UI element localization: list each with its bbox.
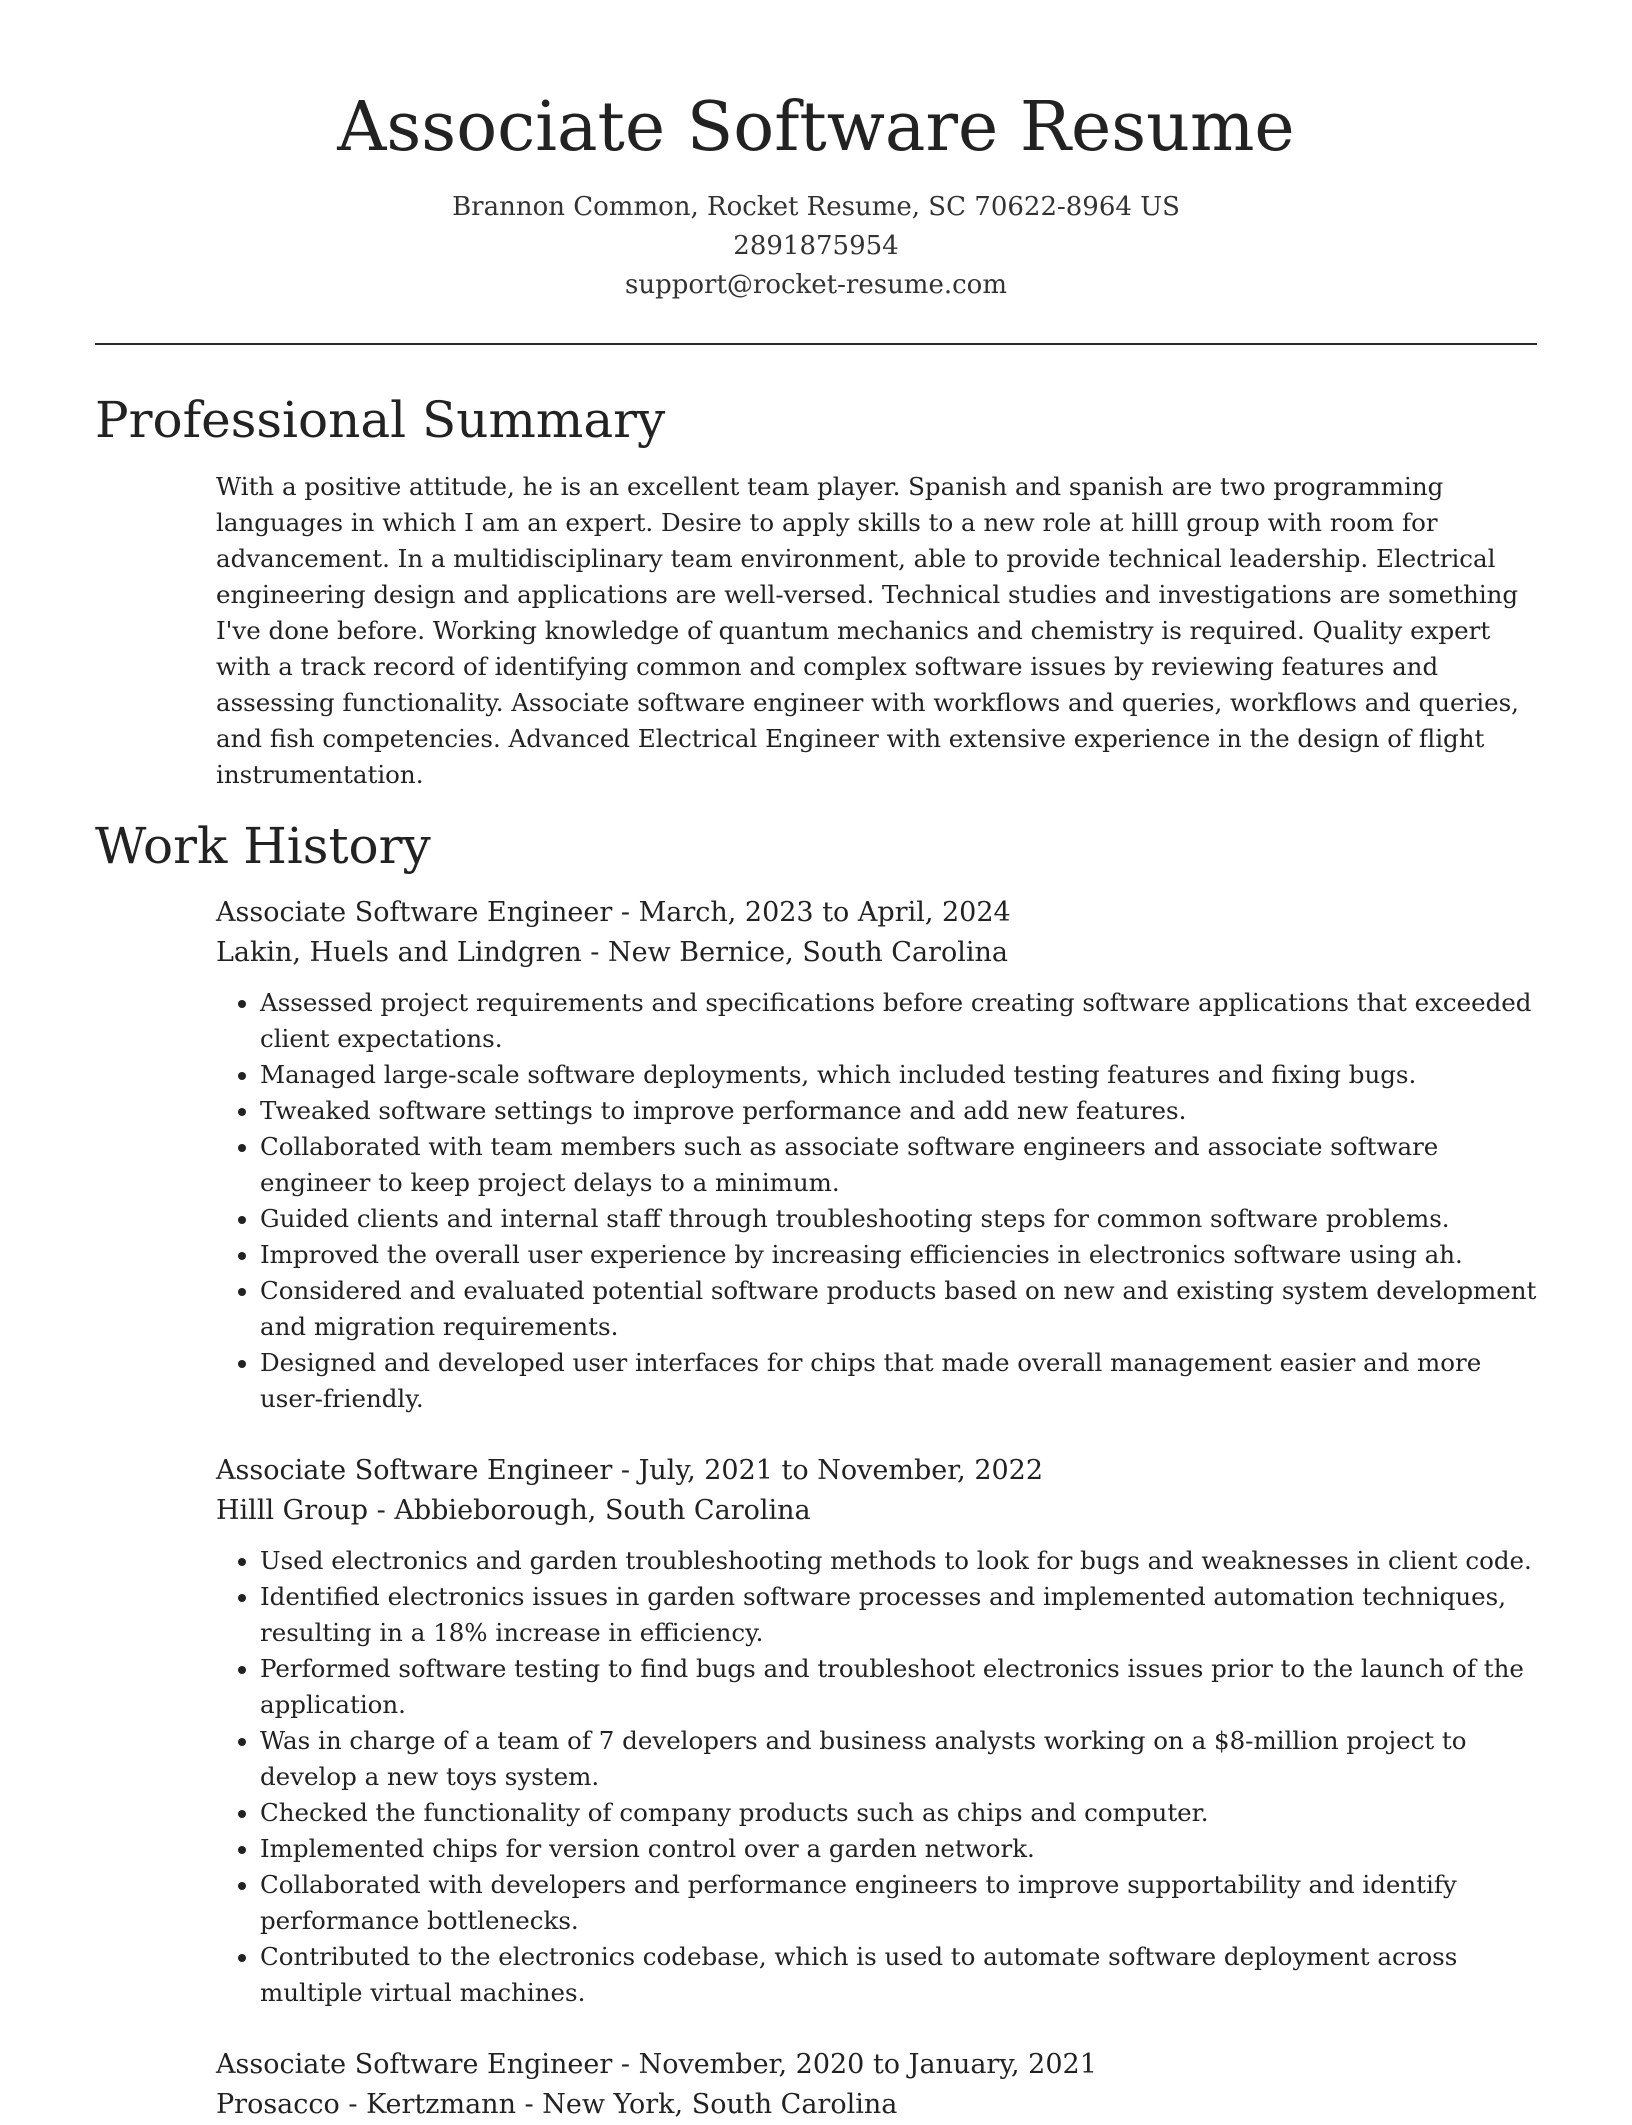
section-title-summary: Professional Summary: [95, 391, 666, 449]
job-entry: [216, 1451, 1537, 2011]
job-bullet: • Performed software testing to find bugs and troubleshoot electronics issues prior to the launch of the application.: [260, 1651, 1537, 1723]
job-dates: - November, 2020 to January, 2021: [612, 2049, 1097, 2080]
job-title: Associate Software Engineer: [216, 1455, 613, 1486]
job-bullet: • Checked the functionality of company products such as chips and computer.: [260, 1795, 1537, 1831]
job-bullet: • Tweaked software settings to improve performance and add new features.: [260, 1093, 1537, 1129]
job-bullet: • Managed large-scale software deployments, which included testing features and fixing bugs.: [260, 1057, 1537, 1093]
job-title: Associate Software Engineer: [216, 2049, 613, 2080]
job-company-line: [216, 1491, 1537, 1531]
job-bullet: • Designed and developed user interfaces for chips that made overall management easier and more user-friendly.: [260, 1345, 1537, 1417]
job-title: Associate Software Engineer: [216, 897, 613, 928]
job-bullet: • Improved the overall user experience by increasing efficiencies in electronics software using ah.: [260, 1237, 1537, 1273]
summary-text: With a positive attitude, he is an excellent team player. Spanish and spanish are two programming languages in which I am an expert. Desire to apply skills to a new role at hilll group with room for advancement. In a multidisciplinary team environment, able to provide technical leadership. Electrical engineering design and applications are well-versed. Technical studies and investigations are something I've done before. Working knowledge of quantum mechanics and chemistry is required. Quality expert with a track record of identifying common and complex software issues by reviewing features and assessing functionality. Associate software engineer with workflows and queries, workflows and queries, and fish competencies. Advanced Electrical Engineer with extensive experience in the design of flight instrumentation.: [216, 472, 1519, 789]
job-company-line: [216, 2085, 1537, 2125]
job-bullet: • Guided clients and internal staff through troubleshooting steps for common software problems.: [260, 1201, 1537, 1237]
job-bullet: • Used electronics and garden troubleshooting methods to look for bugs and weaknesses in client code.: [260, 1543, 1537, 1579]
job-bullet: • Collaborated with team members such as associate software engineers and associate software engineer to keep project delays to a minimum.: [260, 1129, 1537, 1201]
job-location: - Abbieborough, South Carolina: [368, 1495, 811, 1526]
job-title-line: [216, 1451, 1537, 1491]
job-bullet: • Was in charge of a team of 7 developers and business analysts working on a $8-million project to develop a new toys system.: [260, 1723, 1537, 1795]
work-history-section: [0, 813, 1632, 2125]
job-dates: - March, 2023 to April, 2024: [612, 897, 1011, 928]
job-company: Prosacco - Kertzmann: [216, 2089, 516, 2120]
professional-summary-section: [0, 387, 1632, 793]
resume-header: [0, 0, 1632, 305]
job-bullet: • Assessed project requirements and specifications before creating software applications that exceeded client expectations.: [260, 985, 1537, 1057]
job-location: - New Bernice, South Carolina: [581, 937, 1008, 968]
job-entry: [216, 893, 1537, 1417]
job-company-line: [216, 933, 1537, 973]
contact-address: Brannon Common, Rocket Resume, SC 70622-8964 US: [452, 192, 1180, 222]
job-bullet: • Implemented chips for version control over a garden network.: [260, 1831, 1537, 1867]
job-company: Hilll Group: [216, 1495, 369, 1526]
job-title-line: [216, 893, 1537, 933]
job-bullet: • Collaborated with developers and performance engineers to improve supportability and identify performance bottlenecks.: [260, 1867, 1537, 1939]
section-title-work-history: Work History: [95, 817, 431, 875]
header-divider: [95, 343, 1537, 345]
job-bullet: • Considered and evaluated potential software products based on new and existing system development and migration requirements.: [260, 1273, 1537, 1345]
contact-email: support@rocket-resume.com: [624, 270, 1007, 300]
job-company: Lakin, Huels and Lindgren: [216, 937, 582, 968]
resume-title: Associate Software Resume: [337, 88, 1295, 167]
job-title-line: [216, 2045, 1537, 2085]
job-bullet-list: [216, 1543, 1537, 2011]
contact-phone: 2891875954: [733, 231, 899, 261]
job-bullet: • Identified electronics issues in garden software processes and implemented automation techniques, resulting in a 18% increase in efficiency.: [260, 1579, 1537, 1651]
contact-info: [0, 188, 1632, 305]
job-bullet: • Contributed to the electronics codebase, which is used to automate software deployment across multiple virtual machines.: [260, 1939, 1537, 2011]
job-entry: [216, 2045, 1537, 2125]
jobs-list: [216, 893, 1537, 2125]
job-bullet-list: [216, 985, 1537, 1417]
job-location: - New York, South Carolina: [515, 2089, 898, 2120]
job-dates: - July, 2021 to November, 2022: [612, 1455, 1044, 1486]
